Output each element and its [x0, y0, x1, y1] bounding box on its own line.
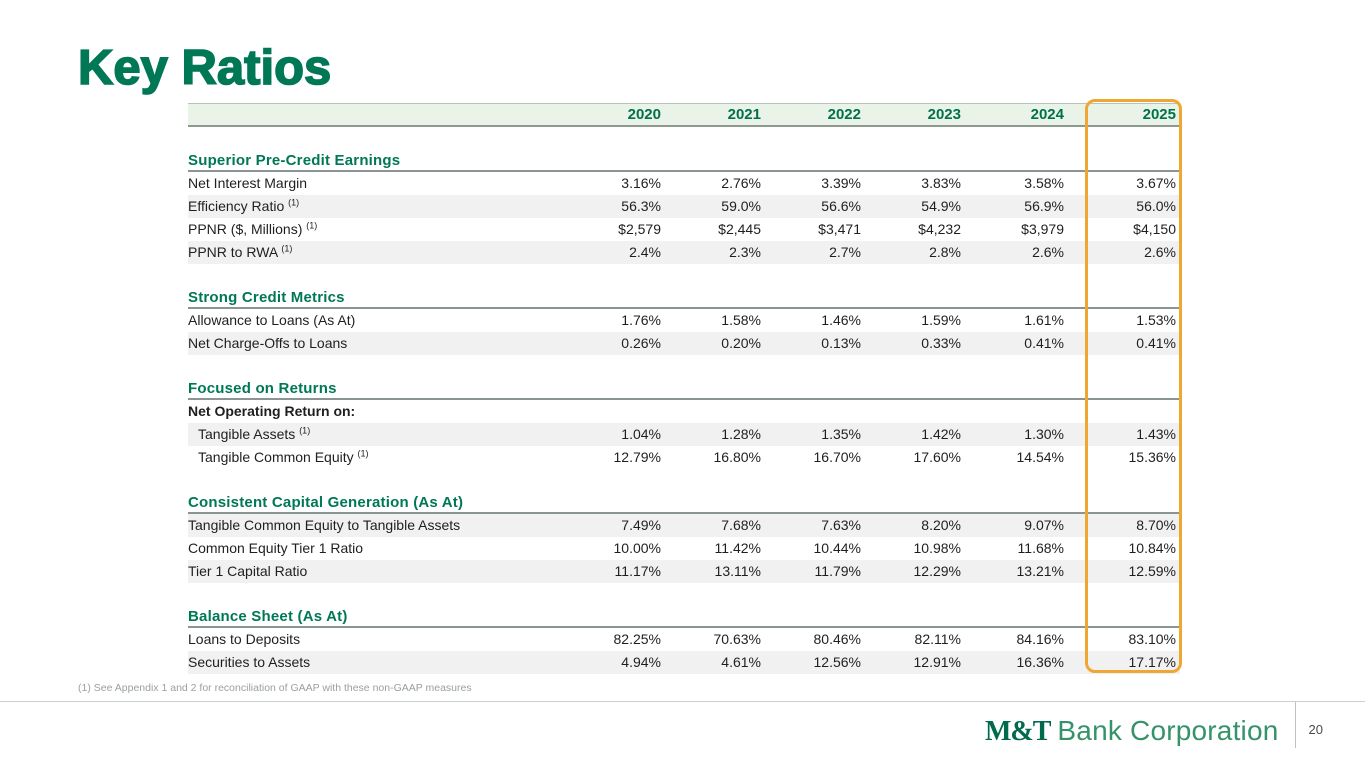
row-value: 0.26% [621, 335, 661, 351]
row-value: 0.41% [1136, 335, 1176, 351]
row-label-text: Securities to Assets [188, 654, 311, 670]
row-value: 12.59% [1128, 563, 1176, 579]
row-label-text: Net Charge-Offs to Loans [188, 335, 348, 351]
row-value: 2.6% [1144, 244, 1176, 260]
table-header-row [188, 103, 1180, 127]
row-value: 8.70% [1136, 517, 1176, 533]
page-title: Key Ratios [78, 41, 332, 95]
row-value: $4,150 [1133, 221, 1176, 237]
row-value: 1.28% [721, 426, 761, 442]
row-value: 1.58% [721, 312, 761, 328]
footer-inner [0, 702, 1365, 768]
table-section [188, 289, 1180, 355]
footnote-marker: (1) [281, 243, 293, 254]
row-label [188, 651, 565, 674]
row-value: 8.20% [921, 517, 961, 533]
row-value: 7.63% [821, 517, 861, 533]
row-value: 16.70% [813, 449, 861, 465]
section-header: Consistent Capital Generation (As At) [188, 494, 1180, 514]
row-value: 1.43% [1136, 426, 1176, 442]
row-value: 12.29% [913, 563, 961, 579]
row-value: 70.63% [713, 631, 761, 647]
footer [0, 701, 1365, 768]
row-label [188, 423, 565, 446]
row-value: 2.6% [1032, 244, 1064, 260]
row-value: 82.11% [914, 631, 961, 647]
row-label [188, 172, 565, 195]
row-label-text: Net Interest Margin [188, 175, 308, 191]
row-value: 11.68% [1017, 540, 1064, 556]
row-value: 10.44% [813, 540, 861, 556]
row-value: 2.7% [829, 244, 861, 260]
row-value: 15.36% [1128, 449, 1176, 465]
year-header-cell: 2025 [1142, 106, 1176, 123]
row-value: 11.79% [814, 563, 861, 579]
row-value: 7.68% [721, 517, 761, 533]
row-label-text: Common Equity Tier 1 Ratio [188, 540, 364, 556]
section-header: Superior Pre-Credit Earnings [188, 152, 1180, 172]
row-label [188, 400, 565, 423]
table-row [188, 537, 1180, 560]
table-row [188, 628, 1180, 651]
row-label [188, 560, 565, 583]
table-row [188, 400, 1180, 423]
year-header-cell: 2023 [927, 106, 961, 123]
row-value: 0.13% [821, 335, 861, 351]
row-value [665, 400, 765, 423]
row-value: 54.9% [921, 198, 961, 214]
table-section [188, 608, 1180, 674]
row-label-text: Tier 1 Capital Ratio [188, 563, 308, 579]
row-label [188, 332, 565, 355]
row-value: 1.42% [921, 426, 961, 442]
row-value: 9.07% [1024, 517, 1064, 533]
row-value: 12.91% [913, 654, 961, 670]
mt-bank-logo [985, 715, 1279, 748]
row-value: 7.49% [621, 517, 661, 533]
year-header-cell: 2020 [627, 106, 661, 123]
row-label-text: PPNR ($, Millions) [188, 221, 303, 237]
row-value: 56.3% [621, 198, 661, 214]
table-row [188, 218, 1180, 241]
section-header: Strong Credit Metrics [188, 289, 1180, 309]
row-label [188, 514, 565, 537]
row-label-text: Loans to Deposits [188, 631, 301, 647]
table-row [188, 651, 1180, 674]
row-label [188, 446, 565, 469]
table-row [188, 309, 1180, 332]
year-header-cell: 2024 [1030, 106, 1064, 123]
section-header: Balance Sheet (As At) [188, 608, 1180, 628]
row-value: 10.98% [913, 540, 961, 556]
row-value: $2,445 [718, 221, 761, 237]
row-value: 2.3% [729, 244, 761, 260]
row-value: 84.16% [1016, 631, 1064, 647]
row-value [1068, 400, 1180, 423]
row-value: 13.11% [714, 563, 761, 579]
row-value: 1.04% [621, 426, 661, 442]
row-value: 3.67% [1136, 175, 1176, 191]
row-value: 10.00% [613, 540, 661, 556]
row-value: $3,979 [1021, 221, 1064, 237]
table-section [188, 152, 1180, 264]
row-value: 1.30% [1024, 426, 1064, 442]
row-value: 0.33% [921, 335, 961, 351]
row-value: 1.76% [621, 312, 661, 328]
table-row [188, 423, 1180, 446]
footnote-marker: (1) [357, 448, 369, 459]
row-label-text: Net Operating Return on: [188, 403, 356, 419]
row-value: 2.4% [629, 244, 661, 260]
row-value: 83.10% [1128, 631, 1176, 647]
row-value: 3.16% [621, 175, 661, 191]
page-number: 20 [1308, 722, 1323, 737]
row-value: 3.58% [1024, 175, 1064, 191]
row-label [188, 537, 565, 560]
row-value [965, 400, 1068, 423]
row-value: 1.53% [1136, 312, 1176, 328]
row-value: 4.94% [621, 654, 661, 670]
row-label-text: Tangible Common Equity to Tangible Assets [188, 517, 461, 533]
table-row [188, 560, 1180, 583]
table-row [188, 172, 1180, 195]
row-value: 12.79% [613, 449, 661, 465]
row-value: 2.76% [721, 175, 761, 191]
key-ratios-table [188, 103, 1180, 674]
footnote-marker: (1) [288, 197, 300, 208]
row-value: 59.0% [721, 198, 761, 214]
row-value: 56.9% [1024, 198, 1064, 214]
table-section [188, 380, 1180, 469]
row-value: 16.36% [1016, 654, 1064, 670]
footer-vertical-rule [1295, 702, 1296, 748]
row-value [865, 400, 965, 423]
row-value: 1.35% [821, 426, 861, 442]
row-value [765, 400, 865, 423]
row-label-text: Allowance to Loans (As At) [188, 312, 356, 328]
row-value: 11.17% [614, 563, 661, 579]
footnote: (1) See Appendix 1 and 2 for reconciliation of GAAP with these non-GAAP measures [78, 682, 472, 694]
table-section [188, 494, 1180, 583]
row-label-text: Tangible Common Equity [198, 449, 354, 465]
row-label-text: Efficiency Ratio [188, 198, 285, 214]
logo-bank-corporation: Bank Corporation [1057, 715, 1279, 746]
table-row [188, 332, 1180, 355]
row-value: 17.17% [1128, 654, 1176, 670]
table-row [188, 446, 1180, 469]
row-label [188, 241, 565, 264]
row-value: 80.46% [813, 631, 861, 647]
row-value: 10.84% [1128, 540, 1176, 556]
row-label-text: PPNR to RWA [188, 244, 278, 260]
row-value: $2,579 [618, 221, 661, 237]
row-value: $3,471 [818, 221, 861, 237]
row-value: 14.54% [1016, 449, 1064, 465]
row-value: 0.41% [1024, 335, 1064, 351]
row-value: 16.80% [713, 449, 761, 465]
row-value: 13.21% [1016, 563, 1064, 579]
row-value: 3.83% [921, 175, 961, 191]
row-value: 1.59% [921, 312, 961, 328]
year-header-cell: 2021 [727, 106, 761, 123]
row-label [188, 309, 565, 332]
row-label-text: Tangible Assets [198, 426, 296, 442]
table-row [188, 514, 1180, 537]
row-value: 1.61% [1024, 312, 1064, 328]
row-value: 1.46% [821, 312, 861, 328]
section-header: Focused on Returns [188, 380, 1180, 400]
table-row [188, 195, 1180, 218]
row-label [188, 218, 565, 241]
row-value [565, 400, 665, 423]
footnote-marker: (1) [306, 220, 318, 231]
row-label [188, 195, 565, 218]
row-value: 17.60% [913, 449, 961, 465]
year-header-cell: 2022 [827, 106, 861, 123]
row-value: $4,232 [918, 221, 961, 237]
header-spacer [188, 104, 565, 125]
row-value: 82.25% [613, 631, 661, 647]
row-value: 11.42% [714, 540, 761, 556]
row-value: 56.0% [1136, 198, 1176, 214]
row-label [188, 628, 565, 651]
row-value: 2.8% [929, 244, 961, 260]
row-value: 4.61% [721, 654, 761, 670]
table-row [188, 241, 1180, 264]
row-value: 0.20% [721, 335, 761, 351]
row-value: 12.56% [813, 654, 861, 670]
row-value: 56.6% [821, 198, 861, 214]
logo-mt: M&T [984, 716, 1051, 747]
footnote-marker: (1) [299, 425, 311, 436]
row-value: 3.39% [821, 175, 861, 191]
